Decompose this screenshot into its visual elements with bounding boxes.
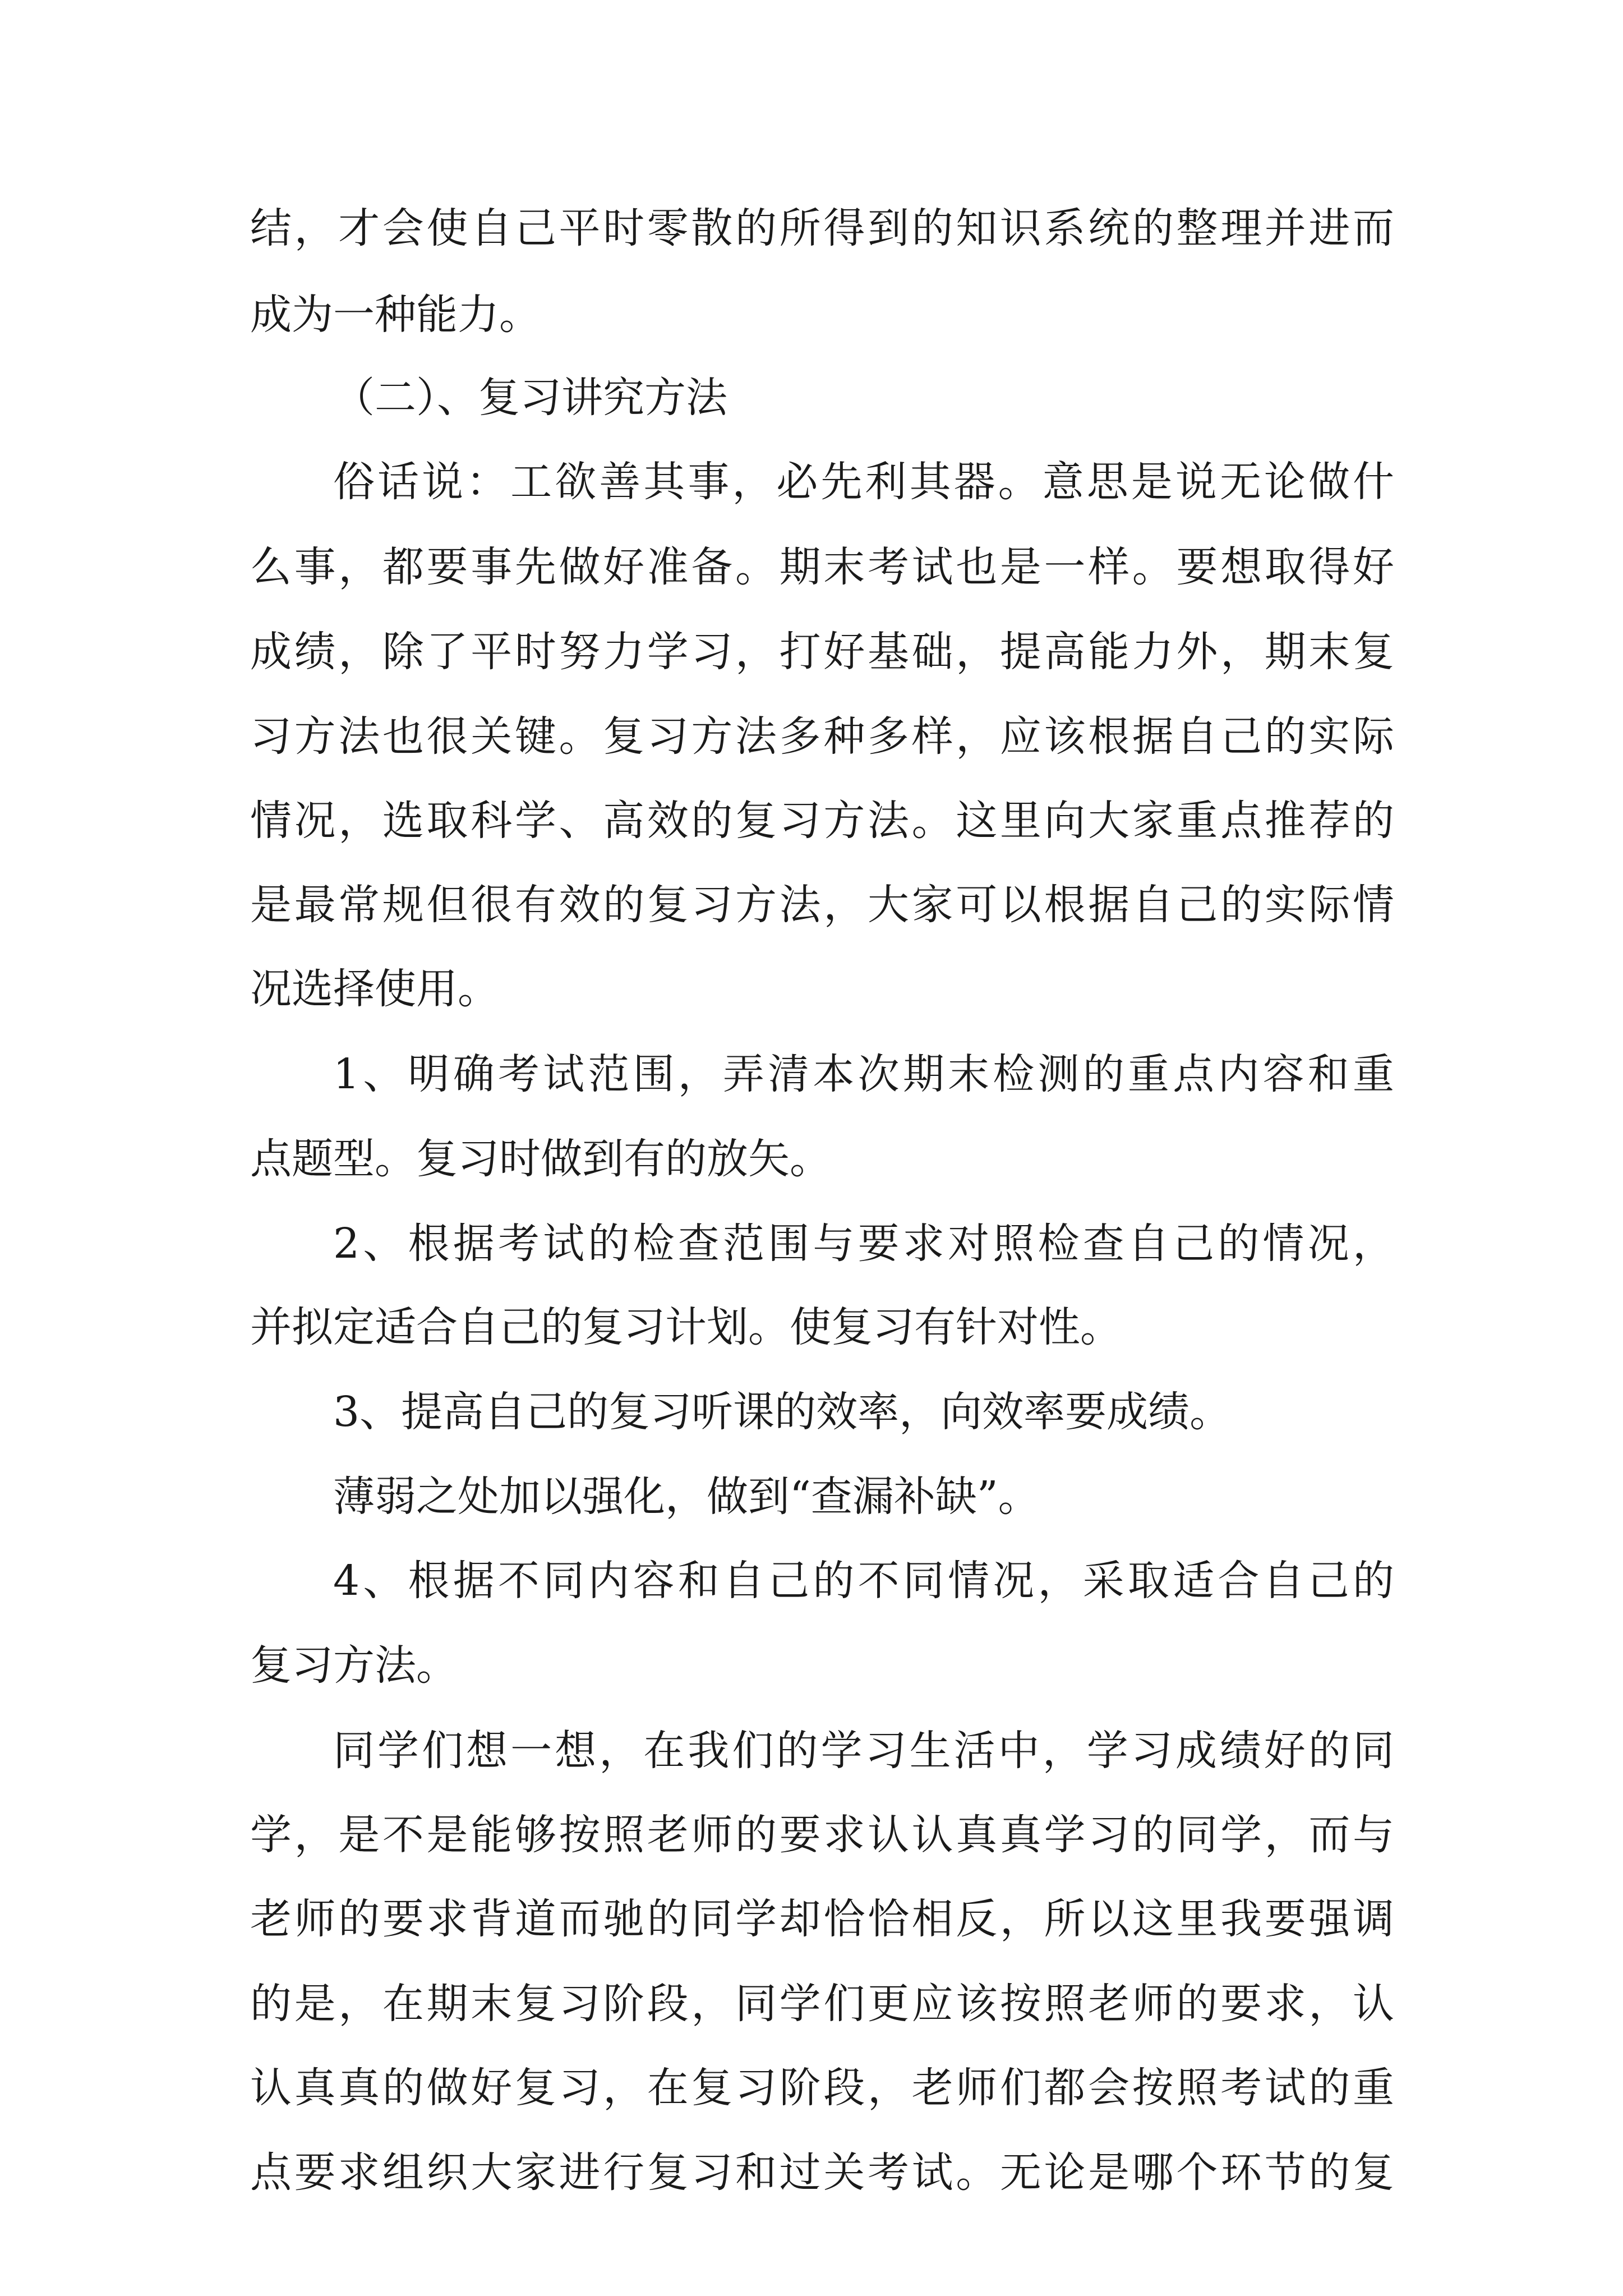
text-line: 俗话说：工欲善其事，必先利其器。意思是说无论做什 [333, 458, 1394, 506]
text-line: 学，是不是能够按照老师的要求认认真真学习的同学，而与 [250, 1811, 1394, 1859]
text-line: 况选择使用。 [250, 965, 499, 1013]
text-line: 结，才会使自己平时零散的所得到的知识系统的整理并进而 [250, 204, 1394, 252]
text-line: 复习方法。 [250, 1641, 458, 1690]
text-line: 点题型。复习时做到有的放矢。 [250, 1135, 831, 1183]
list-item-2: 2、根据考试的检查范围与要求对照检查自己的情况， [333, 1220, 1394, 1268]
text-line: 认真真的做好复习，在复习阶段，老师们都会按照考试的重 [250, 2064, 1394, 2112]
text-line: 习方法也很关键。复习方法多种多样，应该根据自己的实际 [250, 712, 1394, 761]
section-heading: （二）、复习讲究方法 [333, 374, 727, 422]
text-line: 情况，选取科学、高效的复习方法。这里向大家重点推荐的 [250, 797, 1394, 845]
text-line: 老师的要求背道而驰的同学却恰恰相反，所以这里我要强调 [250, 1895, 1394, 1943]
list-item-1: 1、明确考试范围，弄清本次期末检测的重点内容和重 [333, 1050, 1394, 1098]
text-line: 薄弱之处加以强化，做到“查漏补缺”。 [333, 1473, 1040, 1521]
list-item-4: 4、根据不同内容和自己的不同情况，采取适合自己的 [333, 1557, 1394, 1605]
text-line: 是最常规但很有效的复习方法，大家可以根据自己的实际情 [250, 881, 1394, 929]
text-line: 成绩，除了平时努力学习，打好基础，提高能力外，期末复 [250, 628, 1394, 676]
text-line: 点要求组织大家进行复习和过关考试。无论是哪个环节的复 [250, 2148, 1394, 2197]
text-line: 成为一种能力。 [250, 291, 541, 339]
text-line: 的是，在期末复习阶段，同学们更应该按照老师的要求，认 [250, 1980, 1394, 2028]
text-line: 同学们想一想，在我们的学习生活中，学习成绩好的同 [333, 1727, 1394, 1775]
text-line: 并拟定适合自己的复习计划。使复习有针对性。 [250, 1303, 1122, 1351]
list-item-3: 3、提高自己的复习听课的效率，向效率要成绩。 [333, 1388, 1232, 1436]
text-line: 么事，都要事先做好准备。期末考试也是一样。要想取得好 [250, 543, 1394, 591]
